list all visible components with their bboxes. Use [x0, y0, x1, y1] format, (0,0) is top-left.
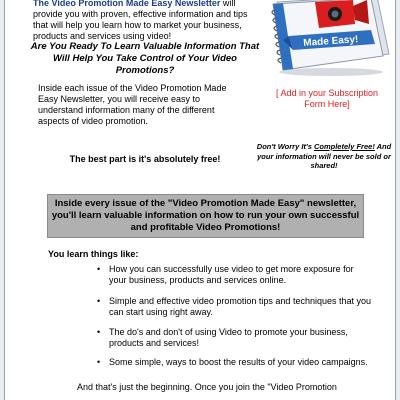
intro-text	[33, 0, 253, 42]
info-banner: Inside every issue of the "Video Promotion Made Easy" newsletter, you'll learn valuable information on how to run your own successful and profitable Video Promotions!	[47, 194, 364, 238]
subscription-line-2: Form Here]	[304, 99, 350, 109]
list-item: • The do's and don't of using Video to promote your business, products and services!	[97, 327, 371, 349]
closing-text: And that's just the beginning. Once you join the "Video Promotion	[77, 382, 337, 392]
cover-title: Made Easy!	[302, 34, 359, 49]
privacy-free: Completely Free!	[313, 142, 375, 151]
privacy-note	[255, 142, 393, 171]
best-part-text: The best part is it's absolutely free!	[69, 154, 221, 164]
list-item: • Simple and effective video promotion tips and techniques that you can start using right away.	[97, 296, 371, 318]
intro-body: will provide you with proven, effective information and tips that will help you learn how to market your business, products and services using video!	[33, 0, 248, 41]
headline-question: Are You Ready To Learn Valuable Information That Will Help You Take Control of Your Video Promotions?	[30, 41, 260, 76]
subscription-line-1: [ Add in your Subscription	[275, 88, 379, 98]
list-item: • How you can successfully use video to get more exposure for your business, products and services online.	[97, 264, 371, 286]
newsletter-page	[4, 0, 396, 400]
list-item: • Some simple, ways to boost the results of your video campaigns.	[97, 357, 371, 368]
privacy-suffix: And your information will never be sold or shared!	[257, 142, 392, 170]
product-binder-image	[267, 0, 393, 76]
intro-title: The Video Promotion Made Easy Newsletter	[33, 0, 221, 8]
privacy-prefix: Don't Worry It's	[256, 142, 314, 151]
subscription-form-placeholder[interactable]	[267, 88, 387, 110]
learn-heading: You learn things like:	[48, 249, 139, 259]
description-paragraph: Inside each issue of the Video Promotion Made Easy Newsletter, you will receive easy to understand information many of the different aspects of video promotion.	[38, 83, 227, 126]
